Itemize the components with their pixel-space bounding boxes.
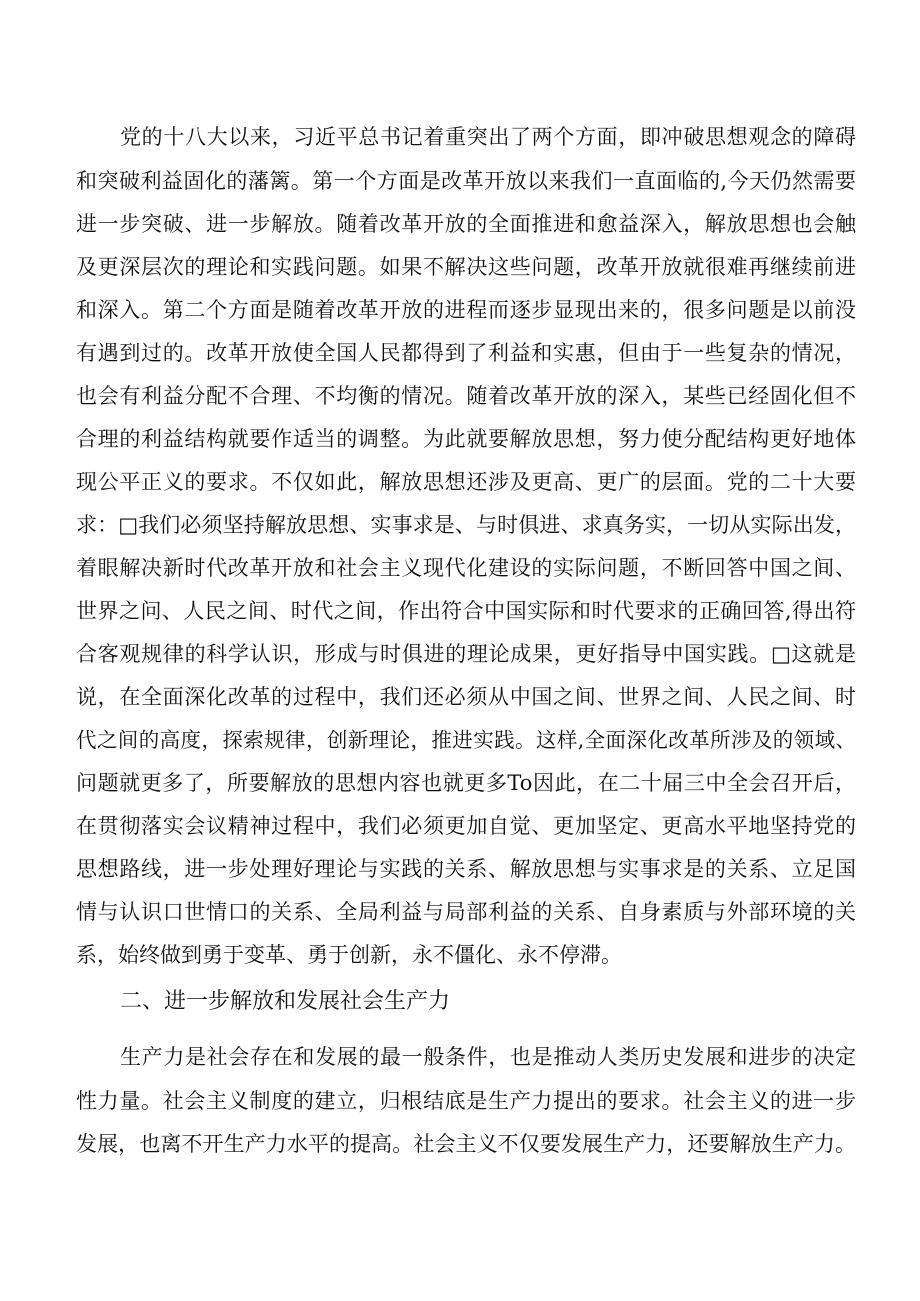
paragraph-line: 进一步突破、进一步解放。随着改革开放的全面推进和愈益深入，解放思想也会触 bbox=[76, 212, 856, 236]
paragraph-line: 着眼解决新时代改革开放和社会主义现代化建设的实际问题，不断回答中国之间、 bbox=[76, 556, 856, 580]
paragraph-line: 合理的利益结构就要作适当的调整。为此就要解放思想，努力使分配结构更好地体 bbox=[76, 427, 856, 451]
paragraph-line: 情与认识口世情口的关系、全局利益与局部利益的关系、自身素质与外部环境的关 bbox=[76, 900, 856, 924]
section-heading: 二、进一步解放和发展社会生产力 bbox=[120, 989, 451, 1014]
paragraph-line: 也会有利益分配不合理、不均衡的情况。随着改革开放的深入，某些已经固化但不 bbox=[76, 384, 856, 408]
paragraph-line: 有遇到过的。改革开放使全国人民都得到了利益和实惠，但由于一些复杂的情况， bbox=[76, 341, 856, 365]
paragraph-line: 现公平正义的要求。不仅如此，解放思想还涉及更高、更广的层面。党的二十大要 bbox=[76, 470, 856, 494]
paragraph-line: 及更深层次的理论和实践问题。如果不解决这些问题，改革开放就很难再继续前进 bbox=[76, 255, 856, 279]
paragraph-line: 合客观规律的科学认识，形成与时俱进的理论成果，更好指导中国实践。□这就是 bbox=[76, 642, 856, 666]
paragraph-line: 思想路线，进一步处理好理论与实践的关系、解放思想与实事求是的关系、立足国 bbox=[76, 857, 856, 881]
paragraph-line: 代之间的高度，探索规律，创新理论，推进实践。这样,全面深化改革所涉及的领域、 bbox=[76, 728, 856, 752]
paragraph-line: 说，在全面深化改革的过程中，我们还必须从中国之间、世界之间、人民之间、时 bbox=[76, 685, 856, 709]
paragraph-line: 求：□我们必须坚持解放思想、实事求是、与时俱进、求真务实，一切从实际出发， bbox=[76, 513, 856, 537]
paragraph-line: 党的十八大以来，习近平总书记着重突出了两个方面，即冲破思想观念的障碍 bbox=[120, 125, 856, 149]
paragraph-line: 问题就更多了，所要解放的思想内容也就更多To因此，在二十届三中全会召开后， bbox=[76, 771, 856, 795]
paragraph-line: 发展，也离不开生产力水平的提高。社会主义不仅要发展生产力，还要解放生产力。 bbox=[76, 1132, 856, 1156]
paragraph-line: 和突破利益固化的藩篱。第一个方面是改革开放以来我们一直面临的,今天仍然需要 bbox=[76, 169, 856, 193]
paragraph-line: 系，始终做到勇于变革、勇于创新，永不僵化、永不停滞。 bbox=[76, 943, 622, 967]
paragraph-line: 性力量。社会主义制度的建立，归根结底是生产力提出的要求。社会主义的进一步 bbox=[76, 1089, 856, 1113]
paragraph-line: 和深入。第二个方面是随着改革开放的进程而逐步显现出来的，很多问题是以前没 bbox=[76, 298, 856, 322]
paragraph-line: 在贯彻落实会议精神过程中，我们必须更加自觉、更加坚定、更高水平地坚持党的 bbox=[76, 814, 856, 838]
paragraph-line: 世界之问、人民之间、时代之间，作出符合中国实际和时代要求的正确回答,得出符 bbox=[76, 599, 856, 623]
paragraph-line: 生产力是社会存在和发展的最一般条件，也是推动人类历史发展和进步的决定 bbox=[120, 1045, 856, 1069]
